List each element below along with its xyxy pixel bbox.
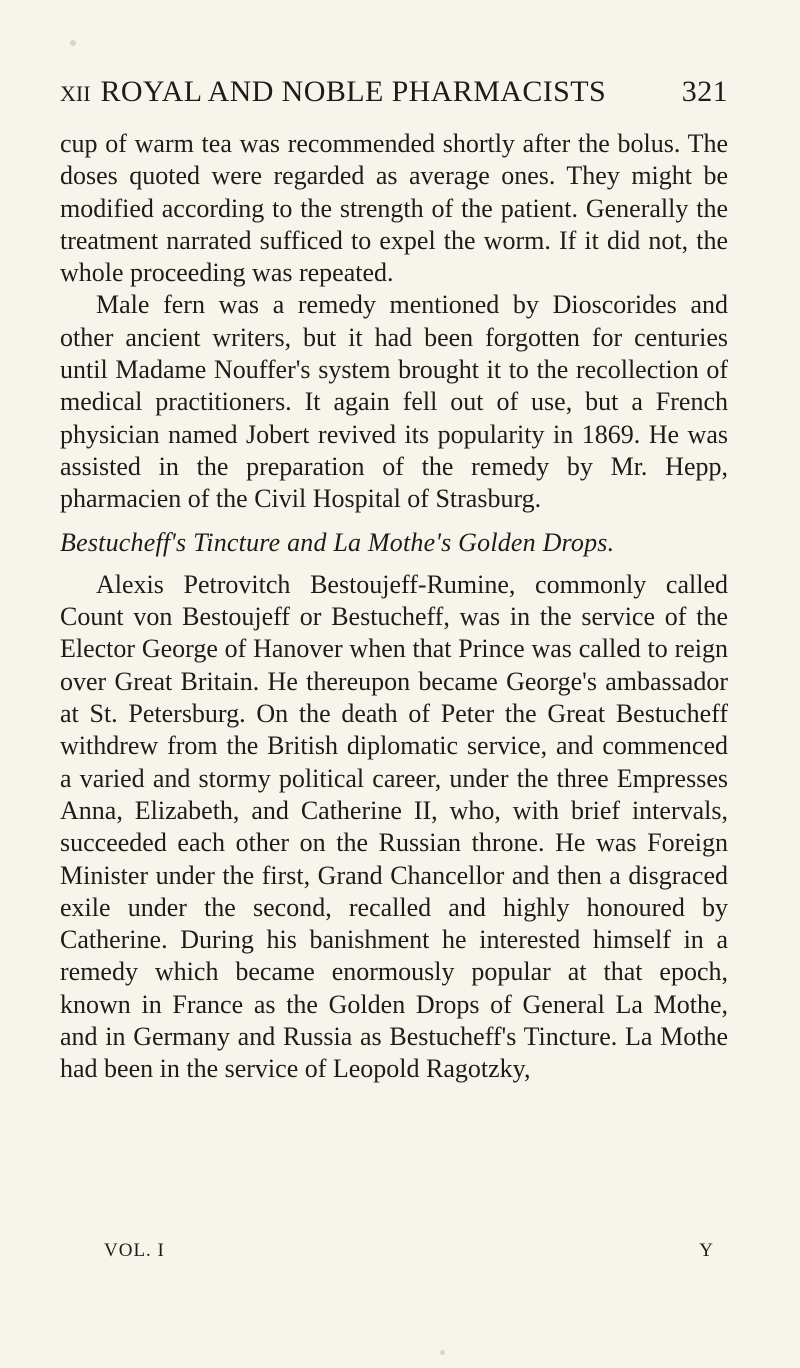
print-speck-bottom [440,1350,445,1355]
paragraph-bestoujeff: Alexis Petrovitch Bestoujeff-Rumine, commonly called Count von Bestoujeff or Bestucheff, was in the service of the Elector George of Hanover when that Prince was called to reign over Great Britain. He thereupon became George's ambassador at St. Petersburg. On the death of Peter the Great Bestucheff withdrew from the British diplomatic service, and commenced a varied and stormy political career, under the three Empresses Anna, Elizabeth, and Catherine II, who, with brief intervals, succeeded each other on the Russian throne. He was Foreign Minister under the first, Grand Chancellor and then a disgraced exile under the second, recalled and highly honoured by Catherine. During his banishment he interested himself in a remedy which became enormously popular at that epoch, known in France as the Golden Drops of General La Mothe, and in Germany and Russia as Bestucheff's Tincture. La Mothe had been in the service of Leopold Ragotzky, [60,569,728,1084]
body-text [60,128,728,1086]
signature-line [104,1236,714,1266]
running-title: ROYAL AND NOBLE PHARMACISTS [100,75,607,108]
paragraph-tea-bolus: cup of warm tea was recommended shortly after the bolus. The doses quoted were regarded as average ones. They might be modified according to the strength of the patient. Generally the treatment narrated sufficed to expel the worm. If it did not, the whole proceeding was repeated. [60,129,728,288]
volume-label: VOL. I [104,1240,165,1261]
section-heading: Bestucheff's Tincture and La Mothe's Golden Drops. [60,527,615,557]
paragraph-male-fern: Male fern was a remedy mentioned by Dioscorides and other ancient writers, but it had been forgotten for centuries until Madame Nouffer's system brought it to the recollection of medical practitioners. It again fell out of use, but a French physician named Jobert revived its popularity in 1869. He was assisted in the preparation of the remedy by Mr. Hepp, pharmacien of the Civil Hospital of Strasburg. [60,290,728,514]
signature-mark: Y [699,1240,714,1261]
page-number: 321 [681,75,728,108]
chapter-number: XII [60,81,91,106]
print-speck-top [70,40,76,46]
running-head [60,72,728,112]
